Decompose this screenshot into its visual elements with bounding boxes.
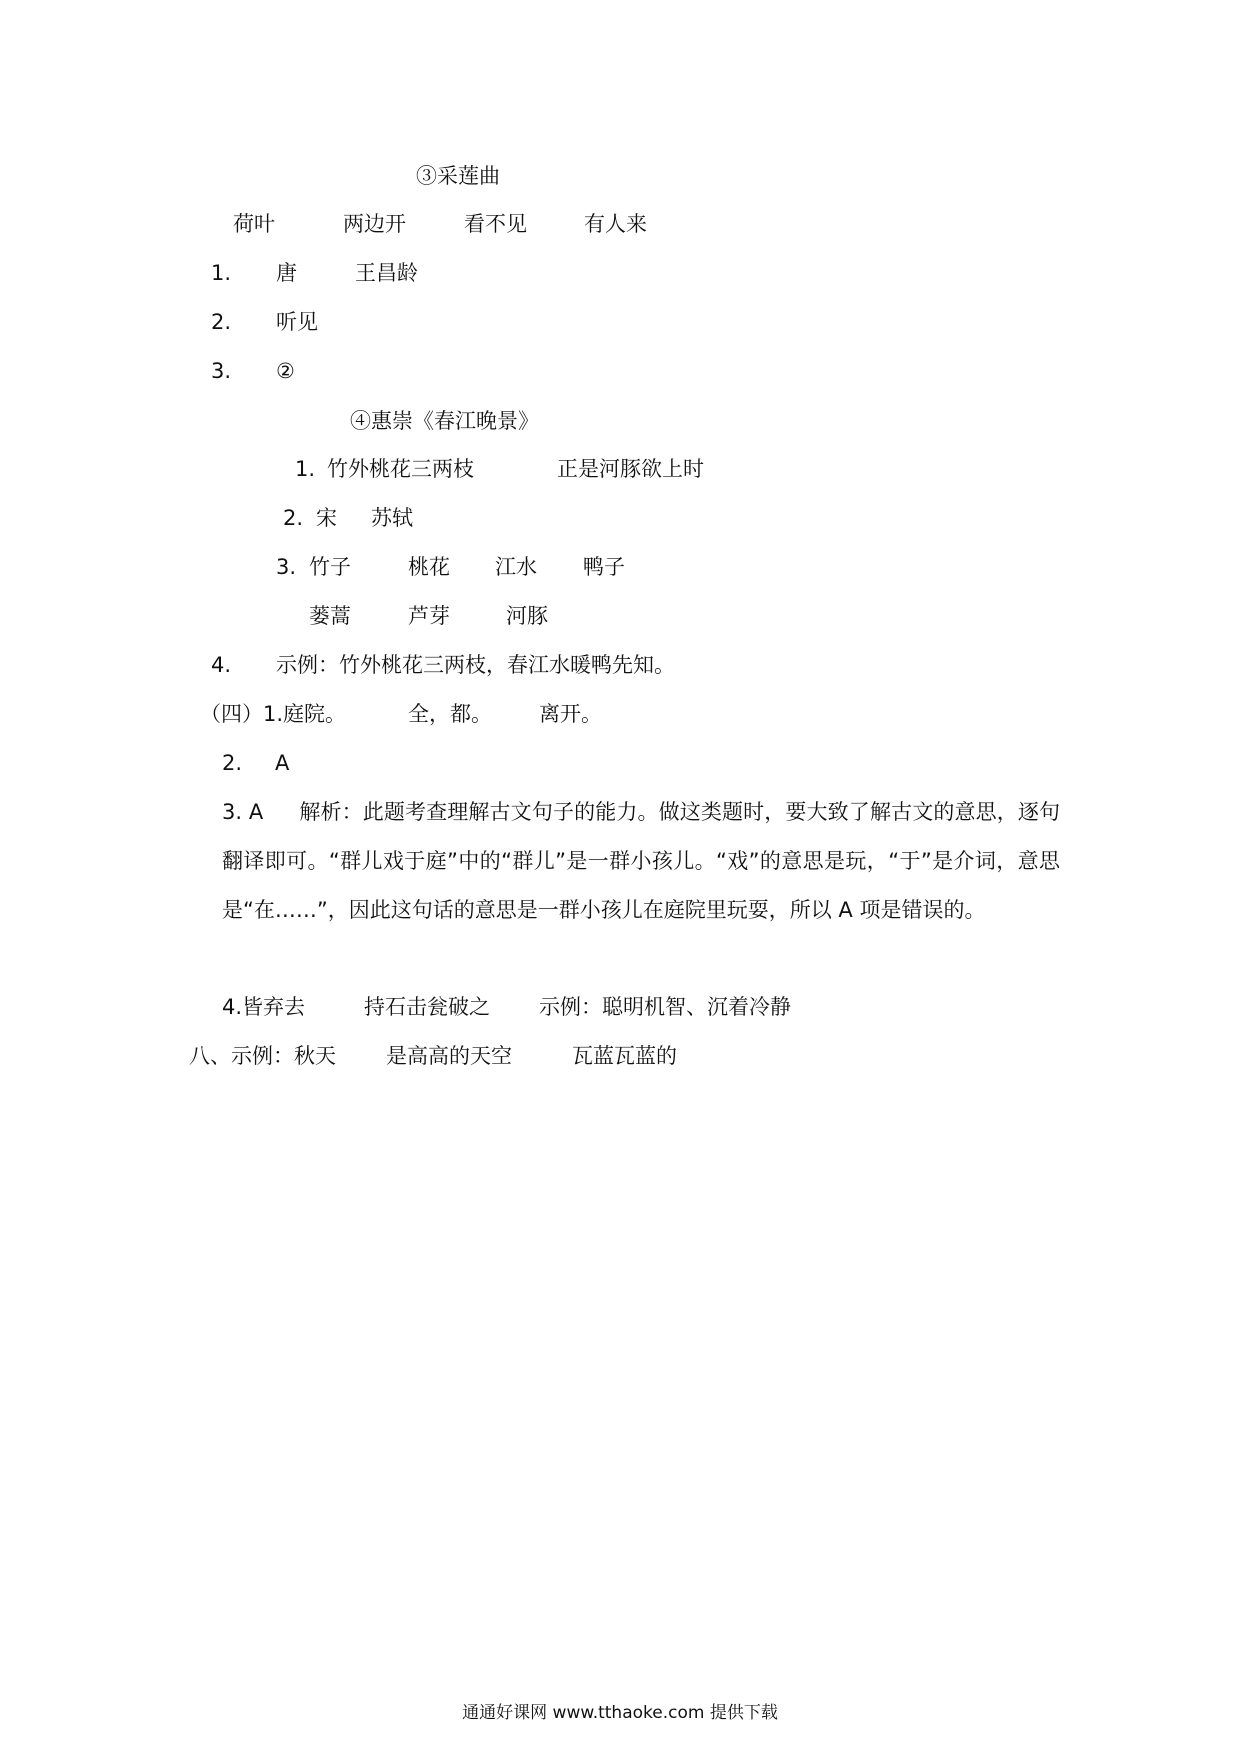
section3-title: ③采莲曲 [416,164,500,188]
answer-item: 芦芽 [408,604,450,628]
answer-text: 示例：竹外桃花三两枝，春江水暖鸭先知。 [276,653,675,677]
answer-number: 3. [211,359,232,383]
answer-item: 蒌蒿 [309,604,351,628]
answer-author: 王昌龄 [355,261,418,285]
word-3: 看不见 [464,212,527,236]
answer-text: 离开。 [539,702,602,726]
word-2: 两边开 [343,212,406,236]
section4-title: ④惠崇《春江晚景》 [350,409,539,433]
answer-number: 2. [283,506,304,530]
answer-text: 全，都。 [408,702,492,726]
answer-number: 1. [295,457,316,481]
answer-author: 苏轼 [371,506,413,530]
answer-item: 鸭子 [583,555,625,579]
part4-q3 [222,788,1060,935]
answer-text: A [275,751,290,775]
word-1: 荷叶 [233,212,275,236]
answer-item: 竹子 [309,555,351,579]
answer-text: ② [276,359,295,383]
answer-text: 持石击瓮破之 [364,995,490,1019]
answer-item: 桃花 [408,555,450,579]
answer-number: 3. [276,555,297,579]
part4-label: （四）1.庭院。 [200,702,347,726]
answer-text: 听见 [276,310,318,334]
part8-label: 八、示例：秋天 [189,1044,336,1068]
q4-head: 4.皆弃去 [222,995,306,1019]
word-4: 有人来 [584,212,647,236]
answer-text: 示例：聪明机智、沉着冷静 [539,995,791,1019]
answer-text: 是高高的天空 [386,1044,512,1068]
answer-number: 1. [211,261,232,285]
q3-head: 3. A [222,800,264,824]
answer-item: 江水 [495,555,537,579]
answer-line-a: 竹外桃花三两枝 [327,457,474,481]
answer-text: 瓦蓝瓦蓝的 [572,1044,677,1068]
answer-dynasty: 宋 [316,506,337,530]
answer-number: 2. [211,310,232,334]
answer-dynasty: 唐 [276,261,297,285]
answer-number: 2. [222,751,243,775]
q3-analysis: 解析：此题考查理解古文句子的能力。做这类题时，要大致了解古文的意思，逐句翻译即可。“群儿戏于庭”中的“群儿”是一群小孩儿。“戏”的意思是玩，“于”是介词，意思是“在……”，因此这句话的意思是一群小孩儿在庭院里玩耍，所以 A 项是错误的。 [222,800,1061,922]
answer-item: 河豚 [506,604,548,628]
answer-number: 4. [211,653,232,677]
answer-line-b: 正是河豚欲上时 [557,457,704,481]
page-footer: 通通好课网 www.tthaoke.com 提供下载 [462,1703,778,1723]
